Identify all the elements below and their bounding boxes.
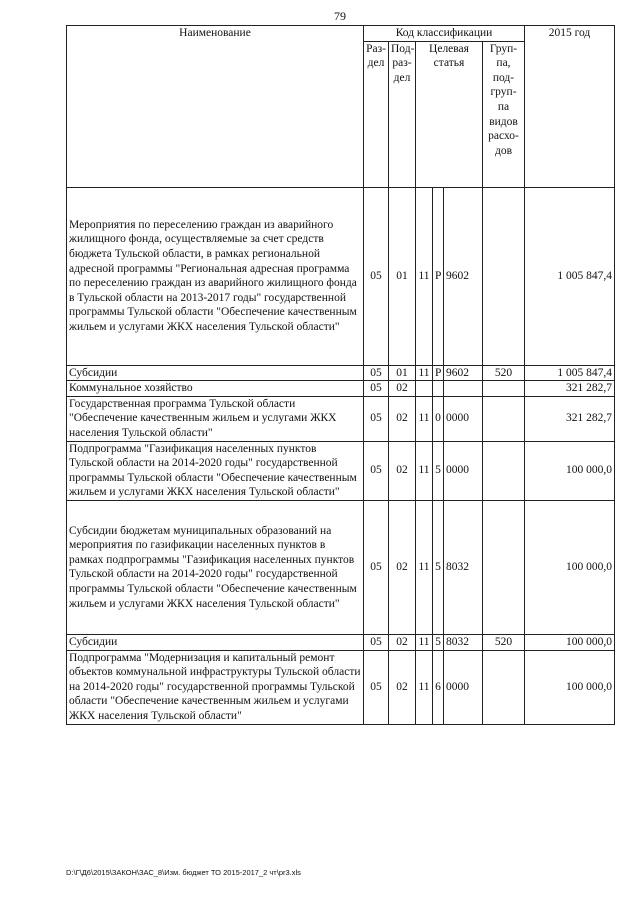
table-header-row (67, 26, 615, 42)
row-program-code: 11 (416, 441, 433, 500)
row-expense-group (483, 396, 525, 441)
row-direction-code: 9602 (444, 187, 483, 365)
row-program-code: 11 (416, 500, 433, 634)
row-section: 05 (364, 187, 389, 365)
row-section: 05 (364, 396, 389, 441)
row-subprogram-code: 5 (433, 634, 444, 650)
table-row (67, 441, 615, 500)
row-amount: 1 005 847,4 (525, 365, 615, 381)
table-row (67, 650, 615, 724)
row-direction-code: 8032 (444, 634, 483, 650)
row-amount: 100 000,0 (525, 441, 615, 500)
row-section: 05 (364, 500, 389, 634)
row-name: Субсидии (67, 634, 364, 650)
row-section: 05 (364, 441, 389, 500)
row-direction-code: 8032 (444, 500, 483, 634)
row-expense-group: 520 (483, 365, 525, 381)
page-number: 79 (334, 9, 346, 23)
row-amount: 100 000,0 (525, 634, 615, 650)
row-section: 05 (364, 650, 389, 724)
row-direction-code: 0000 (444, 396, 483, 441)
row-program-code: 11 (416, 396, 433, 441)
row-direction-code (444, 381, 483, 397)
budget-table (66, 25, 615, 725)
table-row (67, 187, 615, 365)
row-subprogram-code: 6 (433, 650, 444, 724)
row-subprogram-code: 5 (433, 441, 444, 500)
header-name: Наименование (67, 26, 364, 188)
header-subsection: Под- раз- дел (389, 41, 416, 187)
row-section: 05 (364, 634, 389, 650)
row-expense-group (483, 650, 525, 724)
row-amount: 321 282,7 (525, 381, 615, 397)
row-direction-code: 0000 (444, 650, 483, 724)
row-subsection: 02 (389, 441, 416, 500)
row-name: Государственная программа Тульской области "Обеспечение качественным жильем и услугами ЖКХ населения Тульской области" (67, 396, 364, 441)
table-row (67, 365, 615, 381)
row-subprogram-code: Р (433, 365, 444, 381)
row-expense-group (483, 500, 525, 634)
row-section: 05 (364, 365, 389, 381)
row-subsection: 02 (389, 381, 416, 397)
table-row (67, 381, 615, 397)
row-expense-group: 520 (483, 634, 525, 650)
row-subprogram-code: Р (433, 187, 444, 365)
row-direction-code: 9602 (444, 365, 483, 381)
footer-file-path: D:\Г\Д6\2015\ЗАКОН\ЗАС_8\Изм. бюджет ТО 2015-2017_2 чт\pr3.xls (66, 868, 301, 877)
row-name: Подпрограмма "Газификация населенных пунктов Тульской области на 2014-2020 годы" государственной программы Тульской области "Обеспечение качественным жильем и услугами ЖКХ населения Тульской области" (67, 441, 364, 500)
row-amount: 100 000,0 (525, 500, 615, 634)
row-name: Субсидии (67, 365, 364, 381)
row-subprogram-code: 0 (433, 396, 444, 441)
row-amount: 1 005 847,4 (525, 187, 615, 365)
row-subsection: 01 (389, 187, 416, 365)
header-code-group: Код классификации (364, 26, 525, 42)
row-direction-code: 0000 (444, 441, 483, 500)
table-row (67, 634, 615, 650)
row-subsection: 02 (389, 396, 416, 441)
row-section: 05 (364, 381, 389, 397)
row-subprogram-code (433, 381, 444, 397)
header-expense-group: Груп- па, под- груп- па видов расхо- дов (483, 41, 525, 187)
row-subprogram-code: 5 (433, 500, 444, 634)
header-target-article: Целевая статья (416, 41, 483, 187)
row-program-code (416, 381, 433, 397)
row-program-code: 11 (416, 187, 433, 365)
row-expense-group (483, 187, 525, 365)
row-subsection: 02 (389, 650, 416, 724)
table-row (67, 396, 615, 441)
row-name: Субсидии бюджетам муниципальных образований на мероприятия по газификации населенных пунктов в рамках подпрограммы "Газификация населенных пунктов Тульской области на 2014-2020 годы" государственной программы Тульской области "Обеспечение качественным жильем и услугами ЖКХ населения Тульской области" (67, 500, 364, 634)
row-name: Мероприятия по переселению граждан из аварийного жилищного фонда, осуществляемые за счет средств бюджета Тульской области, в рамках региональной адресной программы "Региональная адресная программа по переселению граждан из аварийного жилищного фонда в Тульской области на 2013-2017 годы" государственной программы Тульской области "Обеспечение качественным жильем и услугами ЖКХ населения Тульской области" (67, 187, 364, 365)
row-subsection: 02 (389, 634, 416, 650)
row-subsection: 01 (389, 365, 416, 381)
header-section: Раз- дел (364, 41, 389, 187)
header-year: 2015 год (525, 26, 615, 188)
row-program-code: 11 (416, 650, 433, 724)
table-row (67, 500, 615, 634)
row-subsection: 02 (389, 500, 416, 634)
row-expense-group (483, 381, 525, 397)
row-program-code: 11 (416, 634, 433, 650)
row-name: Коммунальное хозяйство (67, 381, 364, 397)
row-amount: 100 000,0 (525, 650, 615, 724)
row-name: Подпрограмма "Модернизация и капитальный ремонт объектов коммунальной инфраструктуры Тульской области на 2014-2020 годы" государственной программы Тульской области "Обеспечение качественным жильем и услугами ЖКХ населения Тульской области" (67, 650, 364, 724)
row-amount: 321 282,7 (525, 396, 615, 441)
row-expense-group (483, 441, 525, 500)
row-program-code: 11 (416, 365, 433, 381)
